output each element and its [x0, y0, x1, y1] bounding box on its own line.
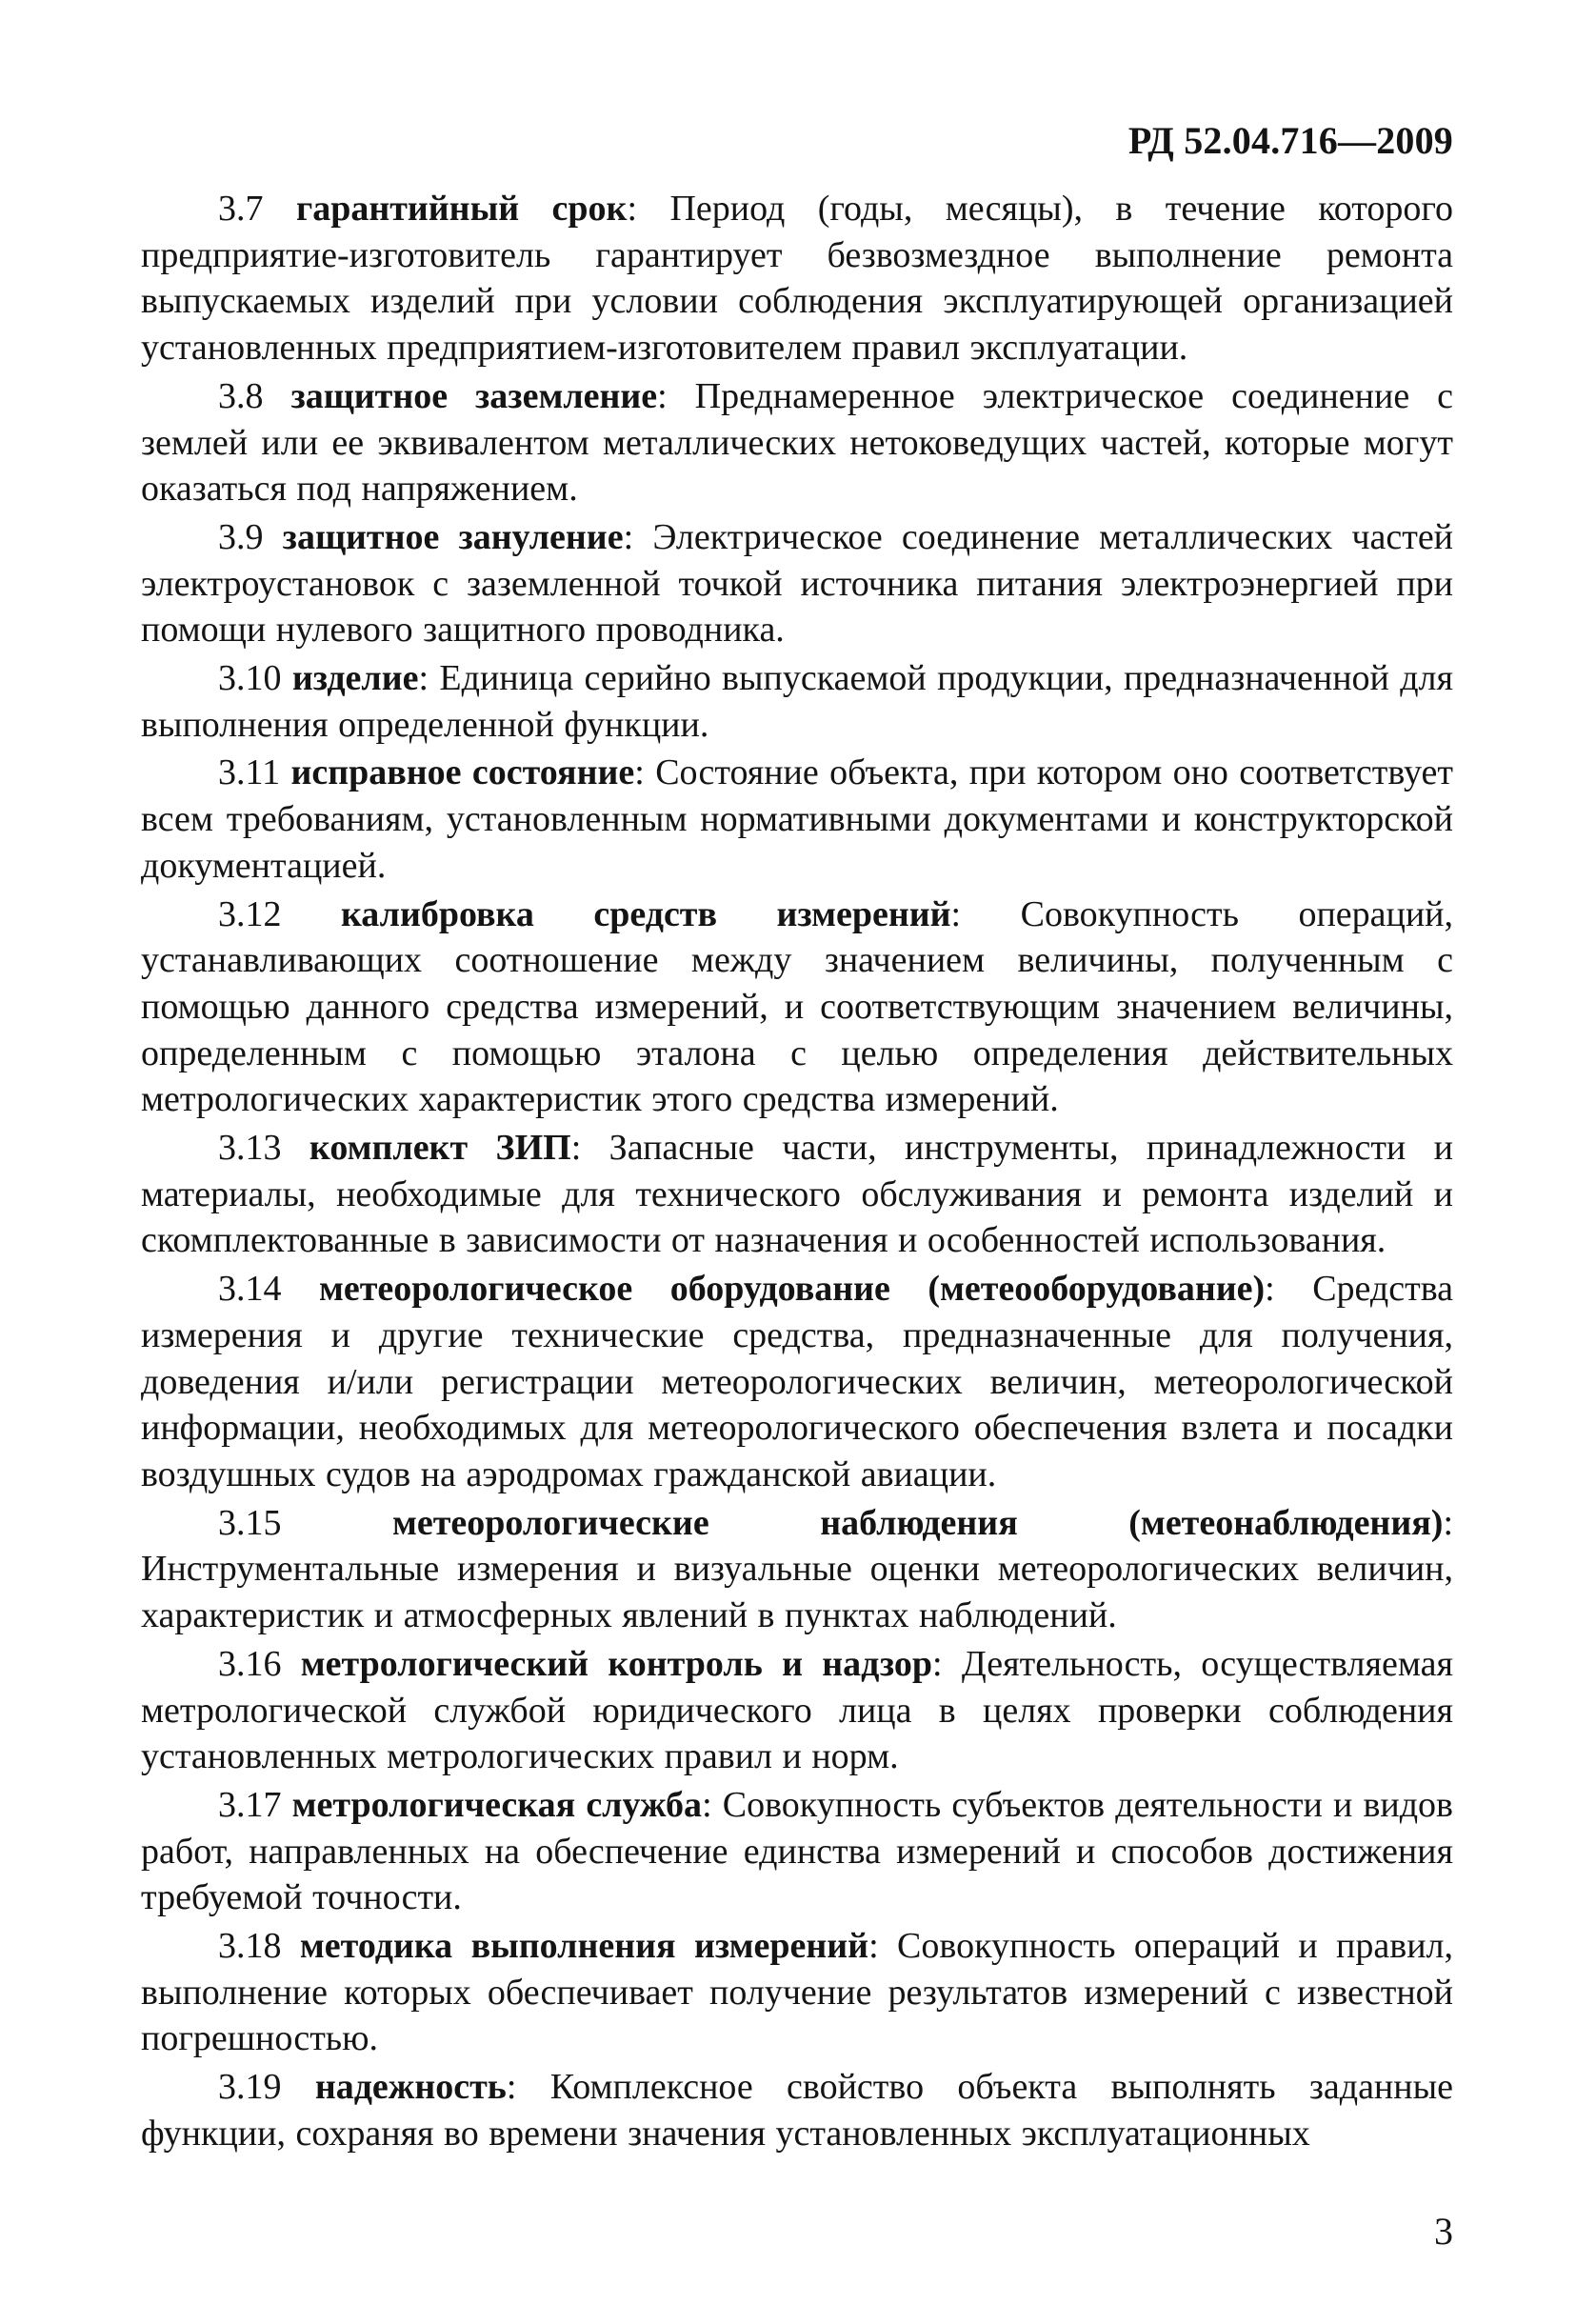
term-definition-text: Запасные части, инструменты, принадлежности и материалы, необходимые для технического обслуживания и ремонта изделий и скомплектованные в зависимости от назначения и особенностей использования.	[141, 1128, 1454, 1261]
term-definition-text: Электрическое соединение металлических частей электроустановок с заземленной точкой источника питания электроэнергией при помощи нулевого защитного проводника.	[141, 516, 1454, 651]
term-definition-paragraph: 3.18 методика выполнения измерений: Совокупность операций и правил, выполнение которых обеспечивает получение результатов измерений с известной погрешностью.	[141, 1926, 1454, 2059]
term-number: 3.9	[218, 516, 264, 557]
term-definition-paragraph: 3.11 исправное состояние: Состояние объекта, при котором оно соответствует всем требованиям, установленным нормативными документами и конструкторской документацией.	[141, 752, 1453, 886]
term-name: метрологический контроль и надзор	[300, 1643, 933, 1684]
term-definition-paragraph: 3.14 метеорологическое оборудование (метеооборудование): Средства измерения и другие технические средства, предназначенные для получения, доведения и/или регистрации метеорологических величин, метеорологической информации, необходимых для метеорологического обеспечения взлета и посадки воздушных судов на аэродромах гражданской авиации.	[141, 1269, 1454, 1494]
term-definition-text: Деятельность, осуществляемая метрологической службой юридического лица в целях проверки соблюдения установленных метрологических правил и норм.	[141, 1643, 1453, 1777]
term-definition-text: Период (годы, месяцы), в течение которого предприятие-изготовитель гарантирует безвозмездное выполнение ремонта выпускаемых изделий при условии соблюдения эксплуатирующей организацией установленных предприятием-изготовителем правил эксплуатации.	[141, 189, 1454, 369]
term-number: 3.18	[218, 1926, 282, 1967]
term-definition-text: Состояние объекта, при котором оно соответствует всем требованиям, установленным нормативными документами и конструкторской документацией.	[141, 752, 1453, 886]
term-number: 3.8	[218, 375, 264, 416]
term-name: метрологическая служба	[291, 1784, 703, 1825]
term-name: изделие	[291, 658, 419, 699]
term-definition-text: Инструментальные измерения и визуальные оценки метеорологических величин, характеристик и атмосферных явлений в пунктах наблюдений.	[141, 1549, 1453, 1636]
term-number: 3.12	[218, 893, 282, 934]
term-name: защитное зануление	[282, 516, 624, 557]
term-definition-text: Преднамеренное электрическое соединение с землей или ее эквивалентом металлических нетоковедущих частей, которые могут оказаться под напряжением.	[141, 375, 1453, 510]
term-number: 3.14	[218, 1269, 282, 1310]
term-definition-text: Комплексное свойство объекта выполнять заданные функции, сохраняя во времени значения установленных эксплуатационных	[141, 2067, 1453, 2154]
term-definition-paragraph: 3.9 защитное зануление: Электрическое соединение металлических частей электроустановок с заземленной точкой источника питания электроэнергией при помощи нулевого защитного проводника.	[141, 516, 1454, 651]
term-number: 3.15	[218, 1502, 282, 1543]
terms-list	[141, 186, 1453, 2159]
term-name: гарантийный срок	[295, 189, 628, 229]
term-number: 3.19	[218, 2067, 282, 2108]
term-name: метеорологические наблюдения (метеонаблюдения)	[392, 1502, 1444, 1543]
term-name: комплект ЗИП	[309, 1128, 571, 1169]
term-definition-paragraph: 3.8 защитное заземление: Преднамеренное электрическое соединение с землей или ее эквивалентом металлических нетоковедущих частей, которые могут оказаться под напряжением.	[141, 375, 1453, 510]
term-definition-paragraph: 3.19 надежность: Комплексное свойство объекта выполнять заданные функции, сохраняя во времени значения установленных эксплуатационных	[141, 2067, 1453, 2154]
term-number: 3.10	[218, 658, 282, 699]
term-definition-paragraph: 3.13 комплект ЗИП: Запасные части, инструменты, принадлежности и материалы, необходимые для технического обслуживания и ремонта изделий и скомплектованные в зависимости от назначения и особенностей использования.	[141, 1128, 1454, 1261]
term-name: защитное заземление	[290, 375, 658, 416]
term-definition-text: Совокупность субъектов деятельности и видов работ, направленных на обеспечение единства измерений и способов достижения требуемой точности.	[141, 1784, 1453, 1918]
term-definition-paragraph: 3.16 метрологический контроль и надзор: Деятельность, осуществляемая метрологической службой юридического лица в целях проверки соблюдения установленных метрологических правил и норм.	[141, 1643, 1453, 1777]
term-definition-text: Совокупность операций, устанавливающих соотношение между значением величины, полученным с помощью данного средства измерений, и соответствующим значением величины, определенным с помощью эталона с целью определения действительных метрологических характеристик этого средства измерений.	[141, 893, 1454, 1120]
term-number: 3.17	[218, 1784, 282, 1825]
term-definition-paragraph: 3.15 метеорологические наблюдения (метеонаблюдения): Инструментальные измерения и визуальные оценки метеорологических величин, характеристик и атмосферных явлений в пунктах наблюдений.	[141, 1502, 1453, 1636]
term-definition-text: Совокупность операций и правил, выполнение которых обеспечивает получение результатов измерений с известной погрешностью.	[141, 1926, 1454, 2059]
term-name: калибровка средств измерений	[340, 893, 951, 934]
term-number: 3.16	[218, 1643, 282, 1684]
term-definition-paragraph: 3.7 гарантийный срок: Период (годы, месяцы), в течение которого предприятие-изготовитель гарантирует безвозмездное выполнение ремонта выпускаемых изделий при условии соблюдения эксплуатирующей организацией установленных предприятием-изготовителем правил эксплуатации.	[141, 189, 1454, 369]
page-number: 3	[1434, 2210, 1453, 2253]
term-number: 3.7	[218, 189, 264, 229]
term-number: 3.11	[218, 752, 281, 793]
term-definition-paragraph: 3.10 изделие: Единица серийно выпускаемой продукции, предназначенной для выполнения определенной функции.	[141, 658, 1453, 745]
term-definition-text: Единица серийно выпускаемой продукции, предназначенной для выполнения определенной функции.	[141, 658, 1453, 745]
term-definition-text: Средства измерения и другие технические средства, предназначенные для получения, доведения и/или регистрации метеорологических величин, метеорологической информации, необходимых для метеорологического обеспечения взлета и посадки воздушных судов на аэродромах гражданской авиации.	[141, 1269, 1454, 1494]
term-name: надежность	[314, 2067, 507, 2108]
term-number: 3.13	[218, 1128, 282, 1169]
term-name: исправное состояние	[290, 752, 635, 793]
term-definition-paragraph: 3.12 калибровка средств измерений: Совокупность операций, устанавливающих соотношение между значением величины, полученным с помощью данного средства измерений, и соответствующим значением величины, определенным с помощью эталона с целью определения действительных метрологических характеристик этого средства измерений.	[141, 893, 1454, 1120]
term-name: метеорологическое оборудование (метеооборудование)	[318, 1269, 1266, 1310]
term-definition-paragraph: 3.17 метрологическая служба: Совокупность субъектов деятельности и видов работ, направленных на обеспечение единства измерений и способов достижения требуемой точности.	[141, 1784, 1453, 1918]
document-code: РД 52.04.716—2009	[1127, 119, 1453, 162]
term-name: методика выполнения измерений	[299, 1926, 869, 1967]
